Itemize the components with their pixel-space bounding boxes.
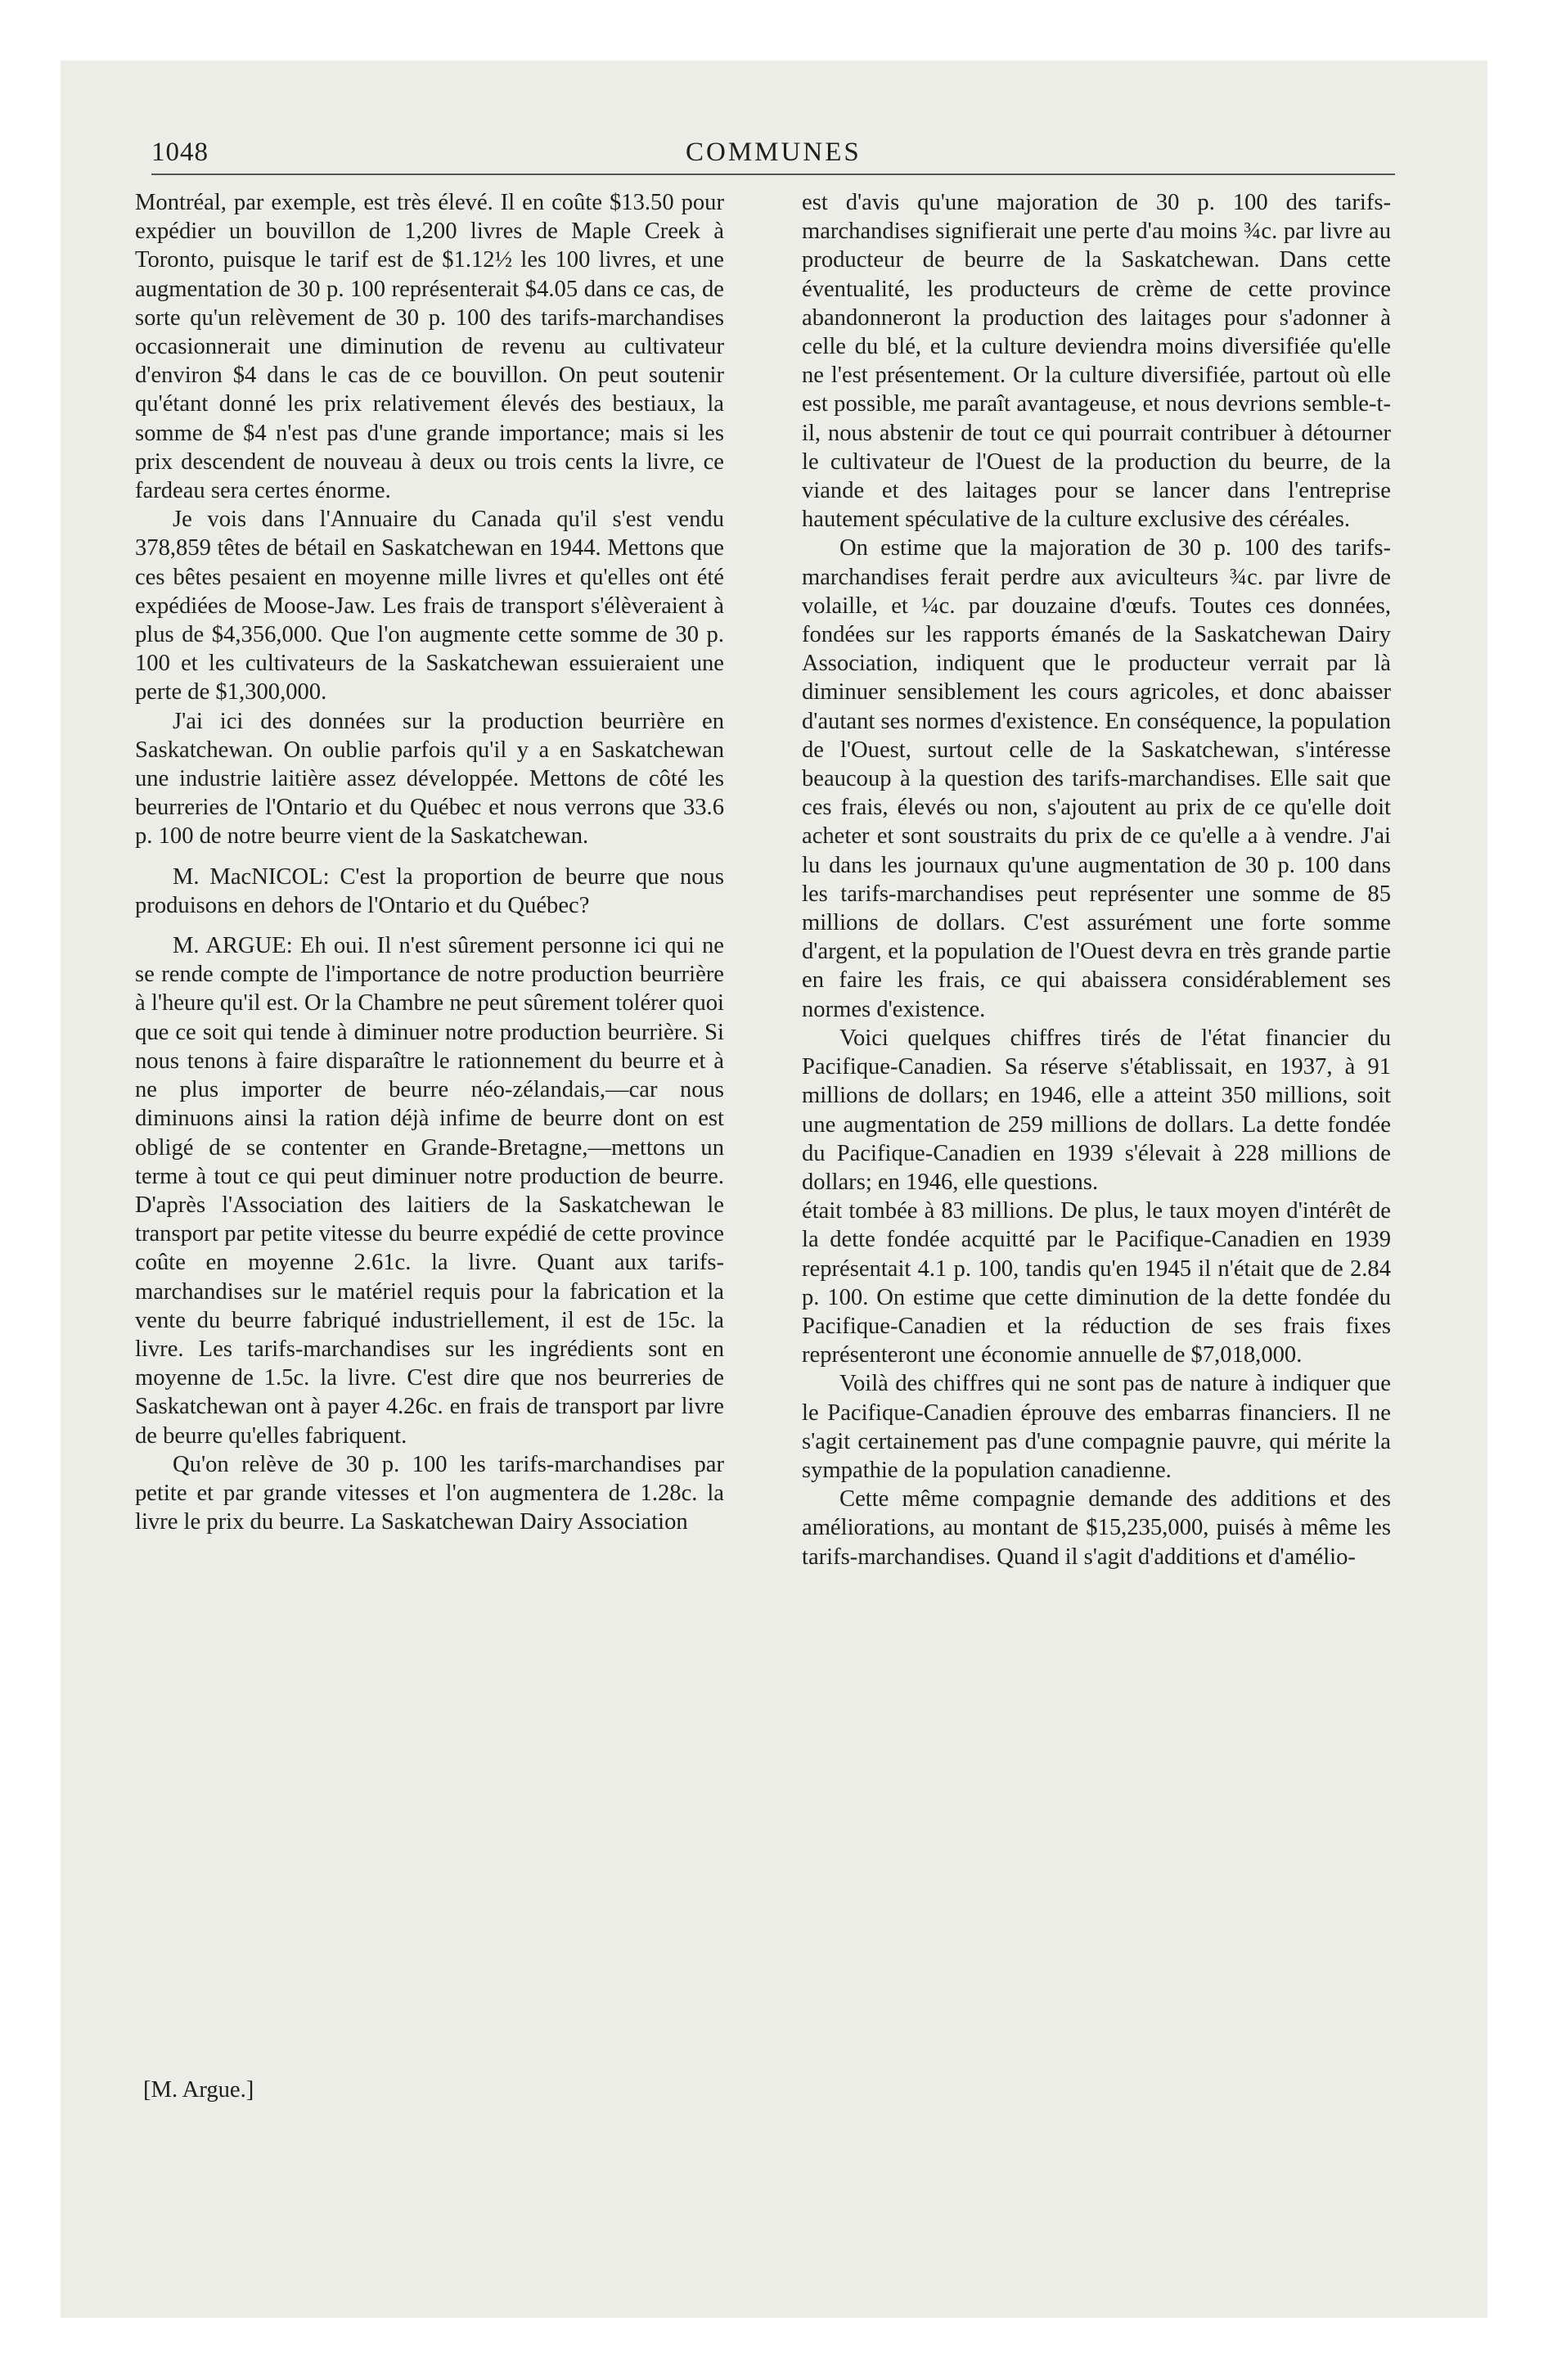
paragraph: On estime que la majoration de 30 p. 100 des tarifs-marchandises ferait perdre aux aviculteurs ¾c. par livre de volaille, et ¼c. par douzaine d'œufs. Toutes ces données, fondées sur les rapports émanés de la Saskatchewan Dairy Association, indiquent que le producteur verrait par là diminuer sensiblement les cours agricoles, et donc abaisser d'autant ses normes d'existence. En conséquence, la population de l'Ouest, surtout celle de la Saskatchewan, s'intéresse beaucoup à la question des tarifs-marchandises. Elle sait que ces frais, élevés ou non, s'ajoutent au prix de ce qu'elle doit acheter et sont soustraits du prix de ce qu'elle a à vendre. J'ai lu dans les journaux qu'une augmentation de 30 p. 100 dans les tarifs-marchandises peut représenter une somme de 85 millions de dollars. C'est assurément une forte somme d'argent, et la population de l'Ouest devra en très grande partie en faire les frais, ce qui abaissera considérablement ses normes d'existence. <box>802 535 1391 1022</box>
running-title: COMMUNES <box>686 137 862 167</box>
paragraph: Je vois dans l'Annuaire du Canada qu'il s'est vendu 378,859 têtes de bétail en Saskatchewan en 1944. Mettons que ces bêtes pesaient en moyenne mille livres et qu'elles ont été expédiées de Moose-Jaw. Les frais de transport s'élèveraient à plus de $4,356,000. Que l'on augmente cette somme de 30 p. 100 et les cultivateurs de la Saskatchewan essuieraient une perte de $1,300,000. <box>135 507 724 705</box>
paragraph: Voici quelques chiffres tirés de l'état financier du Pacifique-Canadien. Sa réserve s'établissait, en 1937, à 91 millions de dollars; en 1946, elle a atteint 350 millions, soit une augmentation de 259 millions de dollars. La dette fondée du Pacifique-Canadien en 1939 s'élevait à 228 millions de dollars; en 1946, elle questions. <box>802 1025 1391 1195</box>
paragraph: Cette même compagnie demande des additions et des améliorations, au montant de $15,235,000, puisés à même les tarifs-marchandises. Quand il s'agit d'additions et d'amélio- <box>802 1486 1391 1570</box>
paragraph: Qu'on relève de 30 p. 100 les tarifs-marchandises par petite et par grande vitesses et l'on augmentera de 1.28c. la livre le prix du beurre. La Saskatchewan Dairy Association <box>135 1451 724 1535</box>
paragraph: était tombée à 83 millions. De plus, le taux moyen d'intérêt de la dette fondée acquitté par le Pacifique-Canadien en 1939 représentait 4.1 p. 100, tandis qu'en 1945 il n'était que de 2.84 p. 100. On estime que cette diminution de la dette fondée du Pacifique-Canadien et la réduction de ses frais fixes représenteront une économie annuelle de $7,018,000. <box>802 1198 1391 1368</box>
speaker-byline: [M. Argue.] <box>143 2077 254 2103</box>
speaker-paragraph: M. ARGUE: Eh oui. Il n'est sûrement personne ici qui ne se rende compte de l'importance de notre production beurrière à l'heure qu'il est. Or la Chambre ne peut sûrement tolérer quoi que ce soit qui tende à diminuer notre production beurrière. Si nous tenons à faire disparaître le rationnement du beurre et à ne plus importer de beurre néo-zélandais,—car nous diminuons ainsi la ration déjà infime de beurre dont on est obligé de se contenter en Grande-Bretagne,—mettons un terme à tout ce qui peut diminuer notre production de beurre. D'après l'Association des laitiers de la Saskatchewan le transport par petite vitesse du beurre expédié de cette province coûte en moyenne 2.61c. la livre. Quant aux tarifs-marchandises sur le matériel requis pour la fabrication et la vente du beurre fabriqué industriellement, il est de 15c. la livre. Les tarifs-marchandises sur les ingrédients sont en moyenne de 1.5c. la livre. C'est dire que nos beurreries de Saskatchewan ont à payer 4.26c. en frais de transport par livre de beurre qu'elles fabriquent. <box>135 933 724 1449</box>
left-column <box>135 188 724 1536</box>
paragraph: Voilà des chiffres qui ne sont pas de nature à indiquer que le Pacifique-Canadien éprouve des embarras financiers. Il ne s'agit certainement pas d'une compagnie pauvre, qui mérite la sympathie de la population canadienne. <box>802 1371 1391 1483</box>
page-number: 1048 <box>151 137 209 167</box>
paragraph: J'ai ici des données sur la production beurrière en Saskatchewan. On oublie parfois qu'il y a en Saskatchewan une industrie laitière assez développée. Mettons de côté les beurreries de l'Ontario et du Québec et nous verrons que 33.6 p. 100 de notre beurre vient de la Saskatchewan. <box>135 708 724 850</box>
paragraph: est d'avis qu'une majoration de 30 p. 100 des tarifs-marchandises signifierait une perte d'au moins ¾c. par livre au producteur de beurre de la Saskatchewan. Dans cette éventualité, les producteurs de crème de cette province abandonneront la production des laitages pour s'adonner à celle du blé, et la culture deviendra moins diversifiée qu'elle ne l'est présentement. Or la culture diversifiée, partout où elle est possible, me paraît avantageuse, et nous devrions semble-t-il, nous abstenir de tout ce qui pourrait contribuer à détourner le cultivateur de l'Ouest de la production du beurre, de la viande et des laitages pour se lancer dans l'entreprise hautement spéculative de la culture exclusive des céréales. <box>802 190 1391 533</box>
right-column <box>802 188 1391 1571</box>
paragraph: Montréal, par exemple, est très élevé. Il en coûte $13.50 pour expédier un bouvillon de 1,200 livres de Maple Creek à Toronto, puisque le tarif est de $1.12½ les 100 livres, et une augmentation de 30 p. 100 représenterait $4.05 dans ce cas, de sorte qu'un relèvement de 30 p. 100 des tarifs-marchandises occasionnerait une diminution de revenu au cultivateur d'environ $4 dans le cas de ce bouvillon. On peut soutenir qu'étant donné les prix relativement élevés des bestiaux, la somme de $4 n'est pas d'une grande importance; mais si les prix descendent de nouveau à deux ou trois cents la livre, ce fardeau sera certes énorme. <box>135 190 724 504</box>
speaker-paragraph: M. MacNICOL: C'est la proportion de beurre que nous produisons en dehors de l'Ontario et du Québec? <box>135 863 724 918</box>
header-rule <box>151 174 1395 175</box>
